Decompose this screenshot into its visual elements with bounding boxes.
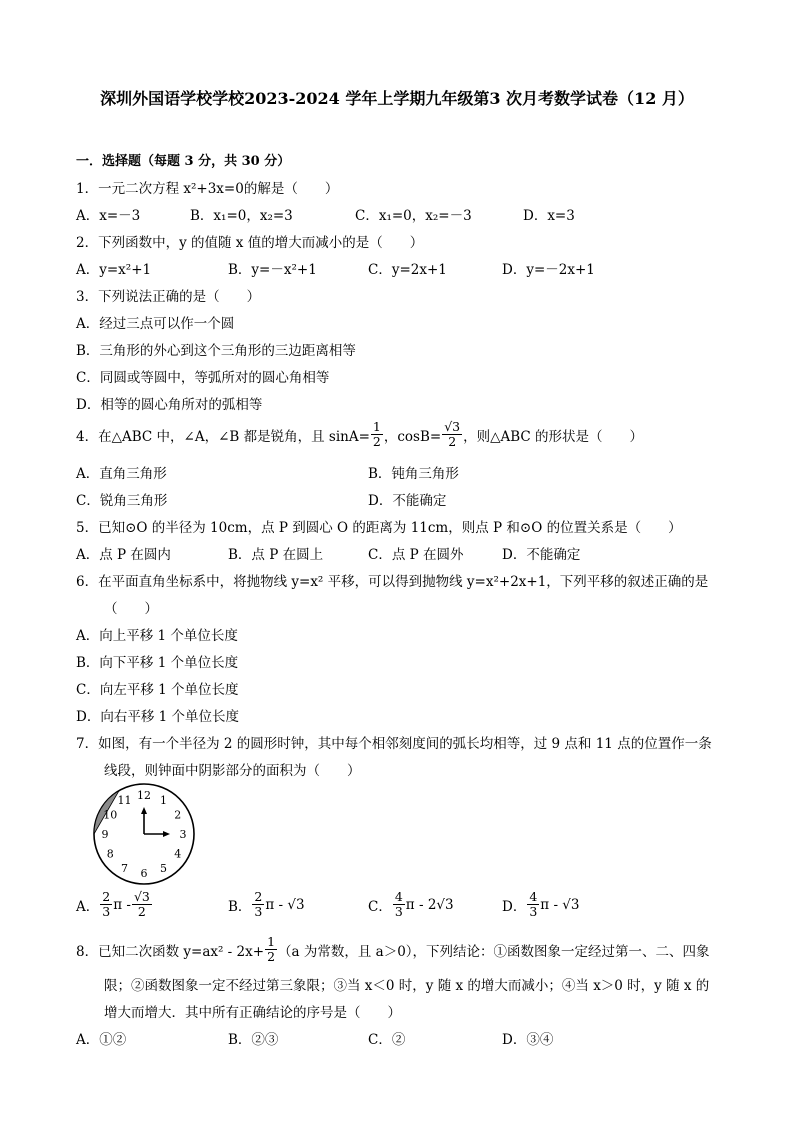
q8-option-b: B．②③ <box>228 1032 279 1048</box>
clock-number: 3 <box>179 828 187 841</box>
q7-b-num: 2 <box>254 889 263 904</box>
section-heading: 一．选择题（每题 3 分，共 30 分） <box>76 154 291 169</box>
q5-option-a: A．点 P 在圆内 <box>76 547 171 563</box>
q4-fraction-sin <box>371 420 383 449</box>
clock-number: 5 <box>160 861 167 875</box>
q2-option-a: A．y=x²+1 <box>76 262 152 278</box>
q7-a-rest: π - <box>113 896 131 913</box>
q8-option-c: C．② <box>368 1032 406 1048</box>
q7-a-num: 2 <box>102 889 111 904</box>
q7-option-b <box>228 890 305 919</box>
q1-option-b: B．x₁=0，x₂=3 <box>190 208 293 224</box>
q7-c-den: 3 <box>394 904 403 919</box>
question-6-stem-cont: （ ） <box>104 601 158 617</box>
clock-number: 1 <box>160 794 167 808</box>
q4-frac2-num: √3 <box>444 419 461 434</box>
q7-c-label: C． <box>368 898 392 915</box>
q6-option-d: D．向右平移 1 个单位长度 <box>76 709 239 725</box>
q7-b-rest: π - √3 <box>265 896 305 913</box>
q7-option-a <box>76 890 153 919</box>
question-7-stem: 7．如图，有一个半径为 2 的圆形时钟，其中每个相邻刻度间的弧长均相等，过 9 点和 11 点的位置作一条 <box>76 736 712 752</box>
question-8-stem-line2: 限；②函数图象一定不经过第三象限；③当 x＜0 时，y 随 x 的增大而减小；④当 x＞0 时，y 随 x 的 <box>104 978 710 994</box>
q7-b-label: B． <box>228 898 252 915</box>
q2-option-b: B．y=－x²+1 <box>228 262 317 278</box>
q4-frac1-den: 2 <box>372 434 381 449</box>
hour-hand-arrow <box>141 807 147 814</box>
q2-option-d: D．y=－2x+1 <box>502 262 595 278</box>
question-2-stem: 2．下列函数中，y 的值随 x 值的增大而减小的是（ ） <box>76 235 424 251</box>
q4-stem-mid: ，cosB= <box>383 428 442 445</box>
q5-option-c: C．点 P 在圆外 <box>368 547 464 563</box>
q3-option-c: C．同圆或等圆中，等弧所对的圆心角相等 <box>76 370 330 386</box>
clock-number: 6 <box>140 867 148 880</box>
question-8-stem <box>76 935 710 964</box>
q4-frac1-num: 1 <box>372 419 381 434</box>
question-3-stem: 3．下列说法正确的是（ ） <box>76 289 261 305</box>
clock-number: 4 <box>174 847 182 861</box>
q8-option-a: A．①② <box>76 1032 127 1048</box>
question-5-stem: 5．已知⊙O 的半径为 10cm，点 P 到圆心 O 的距离为 11cm，则点 P 和⊙O 的位置关系是（ ） <box>76 520 682 536</box>
q7-c-num: 4 <box>394 889 403 904</box>
question-7-stem-cont: 线段，则钟面中阴影部分的面积为（ ） <box>104 763 361 779</box>
clock-number: 9 <box>101 828 109 841</box>
q4-option-d: D．不能确定 <box>368 493 447 509</box>
q8-frac-den: 2 <box>267 949 276 964</box>
q4-option-c: C．锐角三角形 <box>76 493 168 509</box>
q5-option-d: D．不能确定 <box>502 547 581 563</box>
minute-hand-arrow <box>163 831 170 837</box>
q7-a-rden: 2 <box>137 904 146 919</box>
q3-option-b: B．三角形的外心到这个三角形的三边距离相等 <box>76 343 356 359</box>
q7-d-num: 4 <box>529 889 538 904</box>
clock-number: 11 <box>117 794 132 808</box>
page-title: 深圳外国语学校学校2023-2024 学年上学期九年级第3 次月考数学试卷（12 月） <box>100 89 694 108</box>
clock-number: 7 <box>121 861 128 875</box>
q4-stem-post: ，则△ABC 的形状是（ ） <box>463 428 644 445</box>
q7-a-den: 3 <box>102 904 111 919</box>
q1-option-d: D．x=3 <box>523 208 575 224</box>
q7-option-d <box>502 890 580 919</box>
q7-d-label: D． <box>502 898 527 915</box>
q6-option-b: B．向下平移 1 个单位长度 <box>76 655 239 671</box>
clock-number: 2 <box>174 808 182 822</box>
q8-option-d: D．③④ <box>502 1032 554 1048</box>
q4-option-b: B．钝角三角形 <box>368 466 459 482</box>
question-8-stem-line3: 增大而增大．其中所有正确结论的序号是（ ） <box>104 1005 401 1021</box>
q7-c-rest: π - 2√3 <box>405 896 454 913</box>
q8-stem-pre: 8．已知二次函数 y=ax² - 2x+ <box>76 943 265 960</box>
q7-a-label: A． <box>76 898 100 915</box>
q7-d-rest: π - √3 <box>540 896 580 913</box>
q3-option-d: D．相等的圆心角所对的弧相等 <box>76 397 263 413</box>
q5-option-b: B．点 P 在圆上 <box>228 547 324 563</box>
q7-a-rnum: √3 <box>133 889 150 904</box>
question-6-stem: 6．在平面直角坐标系中，将抛物线 y=x² 平移，可以得到抛物线 y=x²+2x+1，下列平移的叙述正确的是 <box>76 574 709 590</box>
q4-stem-pre: 4．在△ABC 中，∠A，∠B 都是锐角，且 sinA= <box>76 428 370 445</box>
question-4-stem <box>76 420 643 449</box>
q2-option-c: C．y=2x+1 <box>368 262 447 278</box>
q4-fraction-cos <box>442 420 462 449</box>
q8-stem-post: （a 为常数，且 a＞0），下列结论：①函数图象一定经过第一、二、四象 <box>278 943 710 960</box>
clock-number: 10 <box>103 808 118 822</box>
q6-option-c: C．向左平移 1 个单位长度 <box>76 682 239 698</box>
q1-option-a: A．x=－3 <box>76 208 141 224</box>
q8-frac-num: 1 <box>267 934 276 949</box>
q3-option-a: A．经过三点可以作一个圆 <box>76 316 235 332</box>
q6-option-a: A．向上平移 1 个单位长度 <box>76 628 238 644</box>
q1-option-c: C．x₁=0，x₂=－3 <box>355 208 472 224</box>
clock-number: 8 <box>106 847 114 861</box>
q7-option-c <box>368 890 454 919</box>
q7-b-den: 3 <box>254 904 263 919</box>
q4-frac2-den: 2 <box>448 434 457 449</box>
q4-option-a: A．直角三角形 <box>76 466 167 482</box>
question-1-stem: 1．一元二次方程 x²+3x=0的解是（ ） <box>76 181 339 197</box>
clock-figure <box>90 780 200 890</box>
clock-number: 12 <box>137 789 151 802</box>
q7-d-den: 3 <box>529 904 538 919</box>
